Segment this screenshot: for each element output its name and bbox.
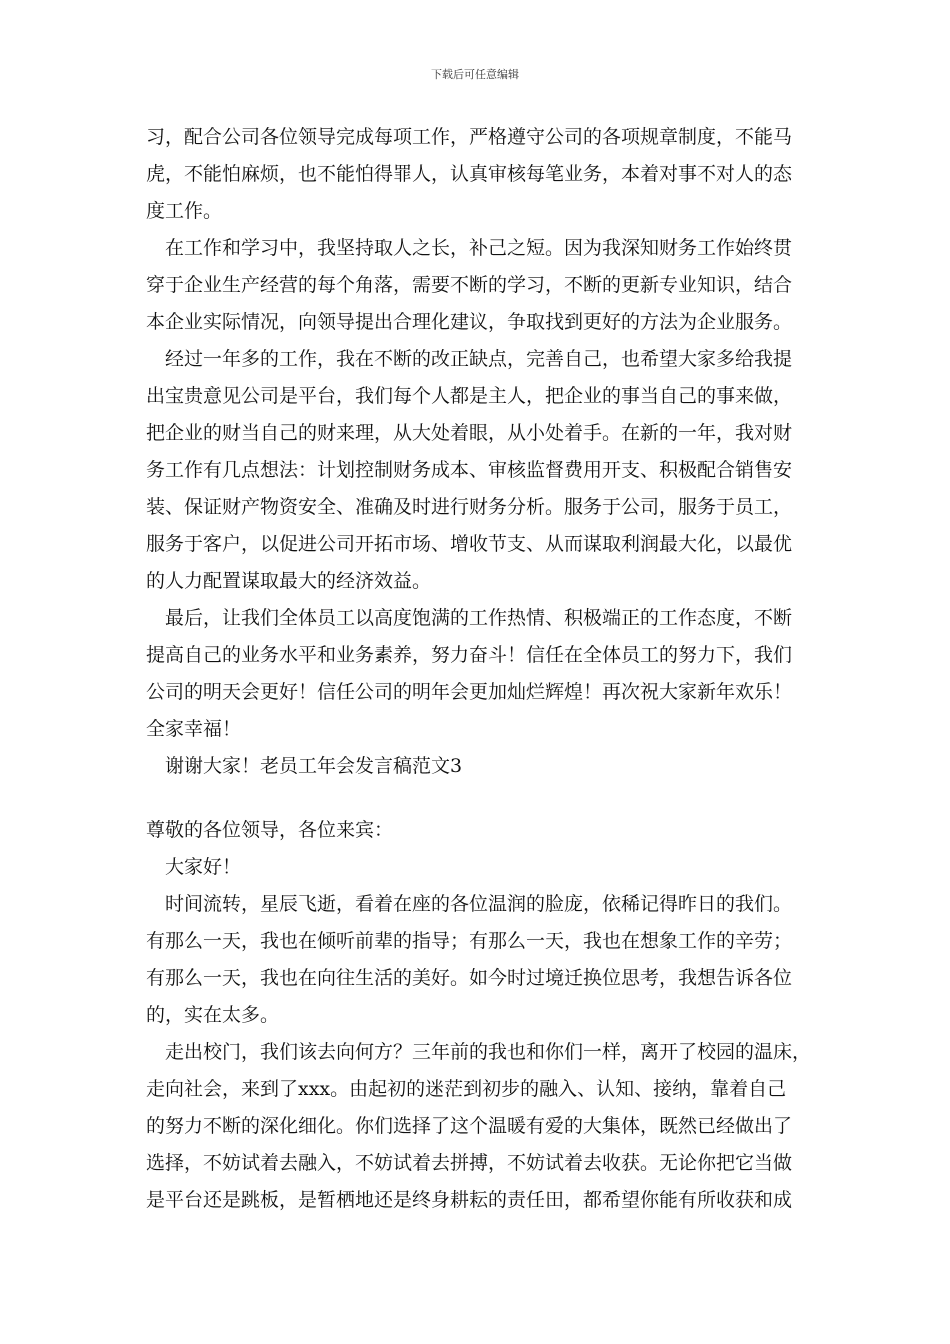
text-line: 的，实在太多。 <box>146 1004 280 1026</box>
text-line: 的人力配置谋取最大的经济效益。 <box>146 570 432 592</box>
text-line: 最后，让我们全体员工以高度饱满的工作热情、积极端正的工作态度，不断 <box>165 607 793 629</box>
text-line: 习，配合公司各位领导完成每项工作，严格遵守公司的各项规章制度，不能马 <box>146 126 793 148</box>
text-line: 务工作有几点想法：计划控制财务成本、审核监督费用开支、积极配合销售安 <box>146 459 793 481</box>
text-line: 有那么一天，我也在倾听前辈的指导；有那么一天，我也在想象工作的辛劳； <box>146 930 793 952</box>
text-line: 经过一年多的工作，我在不断的改正缺点，完善自己，也希望大家多给我提 <box>165 348 793 370</box>
text-line: 服务于客户，以促进公司开拓市场、增收节支、从而谋取利润最大化，以最优 <box>146 533 793 555</box>
text-line: 穿于企业生产经营的每个角落，需要不断的学习，不断的更新专业知识，结合 <box>146 274 793 296</box>
text-line: 装、保证财产物资安全、准确及时进行财务分析。服务于公司，服务于员工， <box>146 496 793 518</box>
text-line: 谢谢大家！老员工年会发言稿范文3 <box>165 755 463 777</box>
text-line: 时间流转，星辰飞逝，看着在座的各位温润的脸庞，依稀记得昨日的我们。 <box>165 893 793 915</box>
text-line: 选择，不妨试着去融入，不妨试着去拼搏，不妨试着去收获。无论你把它当做 <box>146 1152 793 1174</box>
text-line: 大家好！ <box>165 856 242 878</box>
text-line: 的努力不断的深化细化。你们选择了这个温暖有爱的大集体，既然已经做出了 <box>146 1115 793 1137</box>
text-line: 出宝贵意见公司是平台，我们每个人都是主人，把企业的事当自己的事来做， <box>146 385 793 407</box>
page-header: 下载后可任意编辑 <box>431 68 519 81</box>
text-line: 虎，不能怕麻烦，也不能怕得罪人，认真审核每笔业务，本着对事不对人的态 <box>146 163 793 185</box>
text-line: 度工作。 <box>146 200 223 222</box>
text-line: 走出校门，我们该去向何方？三年前的我也和你们一样，离开了校园的温床， <box>165 1041 812 1063</box>
text-line: 提高自己的业务水平和业务素养，努力奋斗！信任在全体员工的努力下，我们 <box>146 644 793 666</box>
text-line: 把企业的财当自己的财来理，从大处着眼，从小处着手。在新的一年，我对财 <box>146 422 793 444</box>
text-line: 有那么一天，我也在向往生活的美好。如今时过境迁换位思考，我想告诉各位 <box>146 967 793 989</box>
text-line: 尊敬的各位领导，各位来宾： <box>146 819 394 841</box>
text-line: 公司的明天会更好！信任公司的明年会更加灿烂辉煌！再次祝大家新年欢乐！ <box>146 681 793 703</box>
text-line: 全家幸福！ <box>146 718 242 740</box>
text-line: 在工作和学习中，我坚持取人之长，补己之短。因为我深知财务工作始终贯 <box>165 237 793 259</box>
text-line: 是平台还是跳板，是暂栖地还是终身耕耘的责任田，都希望你能有所收获和成 <box>146 1189 793 1211</box>
text-line: 走向社会，来到了xxx。由起初的迷茫到初步的融入、认知、接纳，靠着自己 <box>146 1078 787 1100</box>
text-line: 本企业实际情况，向领导提出合理化建议，争取找到更好的方法为企业服务。 <box>146 311 793 333</box>
